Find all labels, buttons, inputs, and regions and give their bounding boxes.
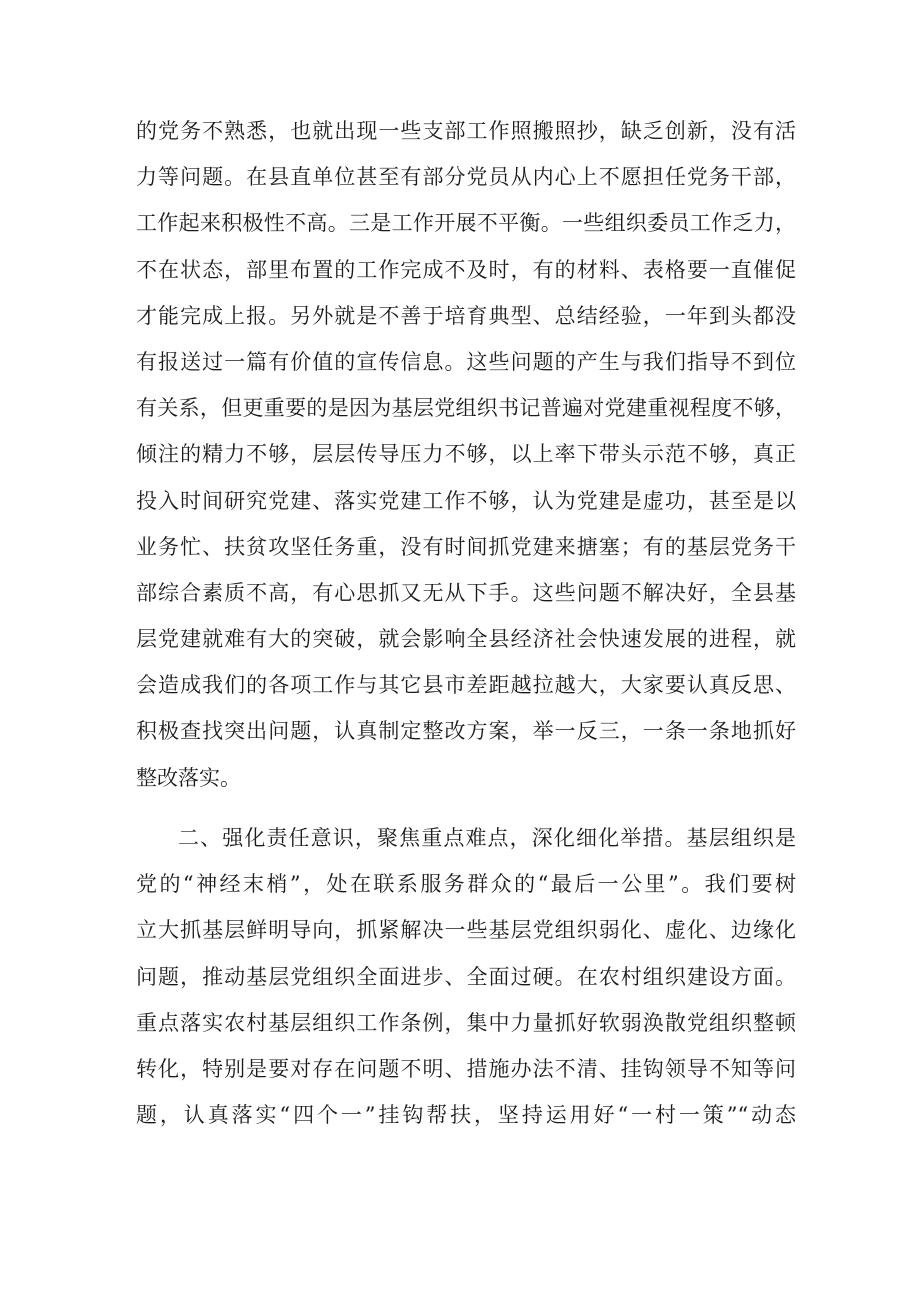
text-line: 工作起来积极性不高。三是工作开展不平衡。一些组织委员工作乏力， [136, 211, 796, 236]
paragraph-1 [136, 108, 796, 801]
text-line: 立大抓基层鲜明导向，抓紧解决一些基层党组织弱化、虚化、边缘化 [136, 918, 796, 943]
text-line: 层党建就难有大的突破，就会影响全县经济社会快速发展的进程，就 [136, 627, 796, 652]
text-line: 问题，推动基层党组织全面进步、全面过硬。在农村组织建设方面。 [136, 964, 796, 989]
text-line: 有关系，但更重要的是因为基层党组织书记普遍对党建重视程度不够， [136, 396, 796, 421]
text-line: 业务忙、扶贫攻坚任务重，没有时间抓党建来搪塞；有的基层党务干 [136, 534, 796, 559]
text-line: 才能完成上报。另外就是不善于培育典型、总结经验，一年到头都没 [136, 303, 796, 328]
text-line: 倾注的精力不够，层层传导压力不够，以上率下带头示范不够，真正 [136, 442, 796, 467]
text-line: 的党务不熟悉，也就出现一些支部工作照搬照抄，缺乏创新，没有活 [136, 119, 796, 143]
paragraph-2 [136, 815, 796, 1138]
text-line: 重点落实农村基层组织工作条例，集中力量抓好软弱涣散党组织整顿 [136, 1010, 796, 1035]
text-line: 整改落实。 [136, 765, 241, 790]
text-line: 力等问题。在县直单位甚至有部分党员从内心上不愿担任党务干部， [136, 165, 796, 190]
text-line: 有报送过一篇有价值的宣传信息。这些问题的产生与我们指导不到位 [136, 349, 796, 374]
text-line: 不在状态，部里布置的工作完成不及时，有的材料、表格要一直催促 [136, 257, 796, 282]
text-line: 党的“神经末梢”，处在联系服务群众的“最后一公里”。我们要树 [136, 872, 796, 897]
text-line: 会造成我们的各项工作与其它县市差距越拉越大，大家要认真反思、 [136, 673, 796, 698]
text-line: 二、强化责任意识，聚焦重点难点，深化细化举措。基层组织是 [178, 826, 796, 850]
text-line: 转化，特别是要对存在问题不明、措施办法不清、挂钩领导不知等问 [136, 1056, 796, 1081]
text-line: 部综合素质不高，有心思抓又无从下手。这些问题不解决好，全县基 [136, 580, 796, 605]
text-line: 积极查找突出问题，认真制定整改方案，举一反三，一条一条地抓好 [136, 719, 796, 744]
text-line: 投入时间研究党建、落实党建工作不够，认为党建是虚功，甚至是以 [136, 488, 796, 513]
text-line: 题，认真落实“四个一”挂钩帮扶，坚持运用好“一村一策”“动态 [136, 1103, 796, 1128]
